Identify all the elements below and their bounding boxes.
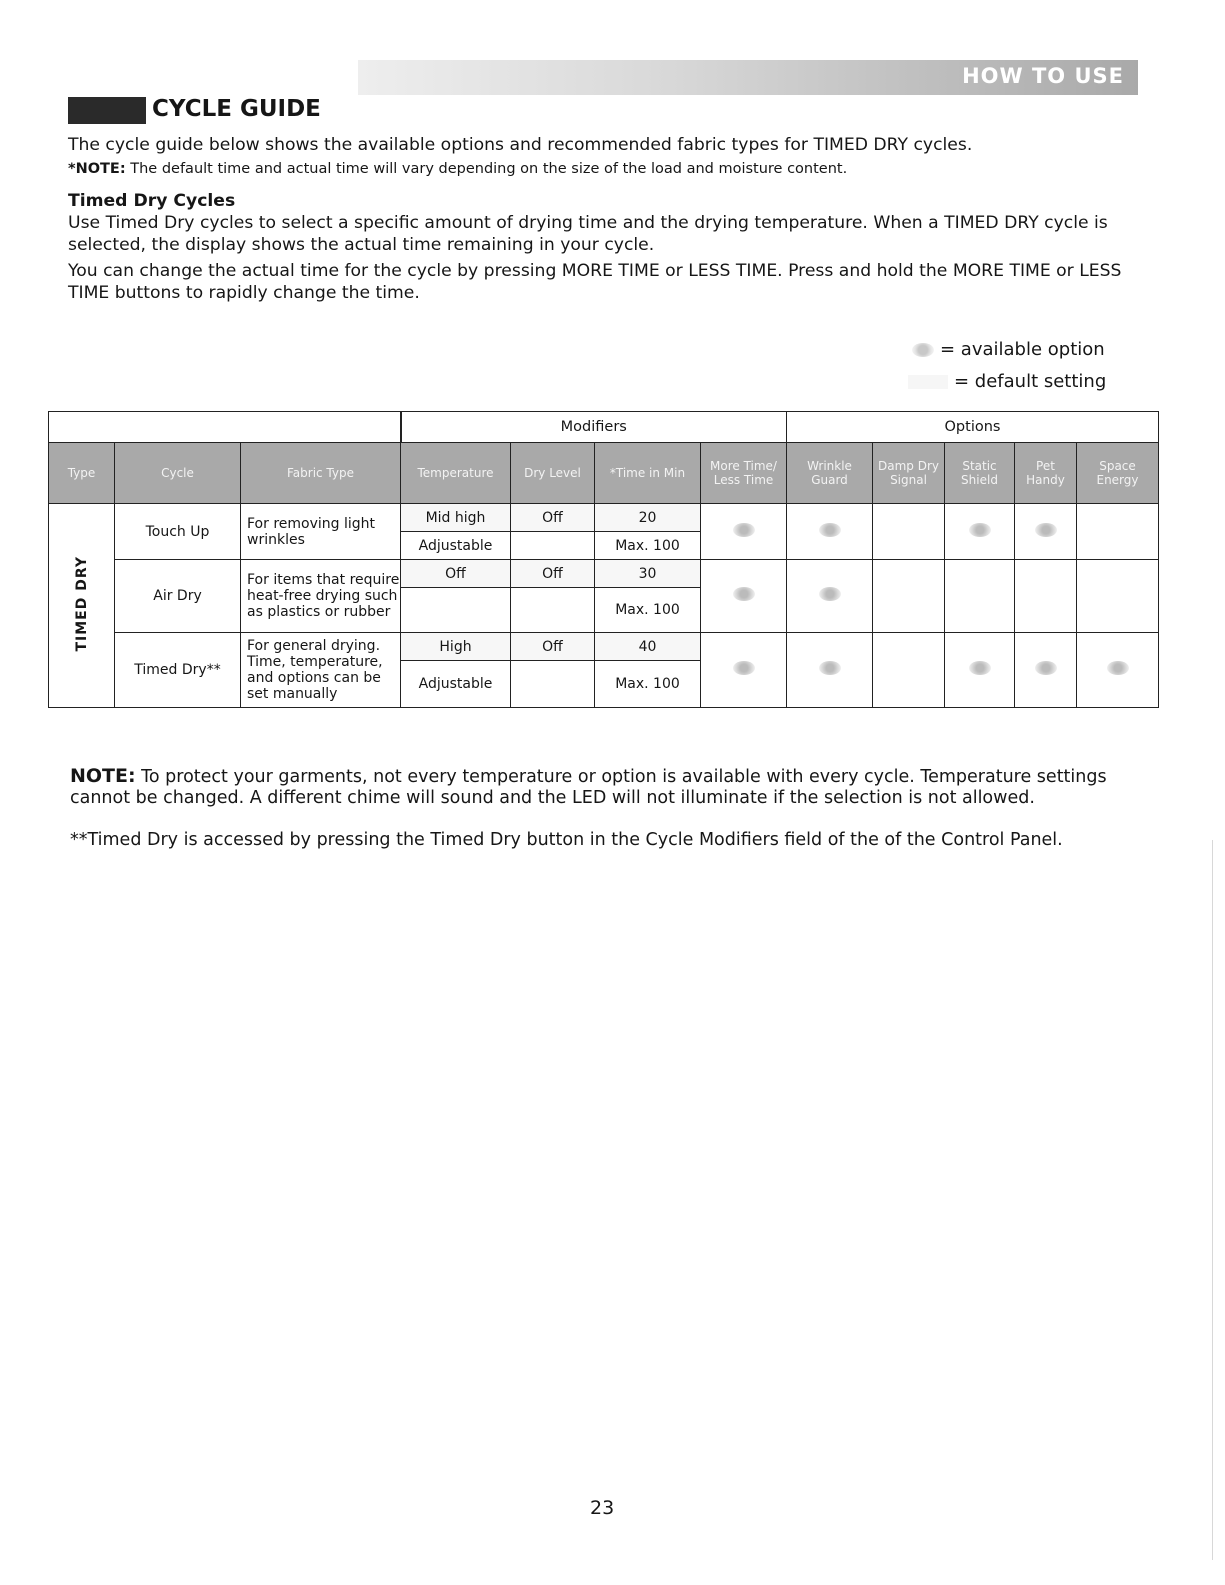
intro-paragraph-1: Use Timed Dry cycles to select a specific amount of drying time and the drying temperature. When a TIMED DRY cycle is selected, the display shows the actual time remaining in your cycle. (68, 213, 1108, 255)
time-range: Max. 100 (595, 588, 701, 633)
column-header-fabric: Fabric Type (241, 443, 401, 504)
temperature-range: Adjustable (401, 661, 511, 708)
dry-level-range (511, 532, 595, 560)
header-blank (49, 412, 401, 443)
wrinkle-guard-cell (787, 633, 873, 708)
cycle-name: Timed Dry** (115, 633, 241, 708)
space-energy-cell (1077, 560, 1159, 633)
column-header-dry-level: Dry Level (511, 443, 595, 504)
scan-edge-line (1212, 840, 1213, 1560)
damp-dry-signal-cell (873, 633, 945, 708)
available-dot-icon (819, 587, 841, 601)
time-default: 40 (595, 633, 701, 661)
available-dot-icon (819, 661, 841, 675)
intro-note-text: The default time and actual time will vary depending on the size of the load and moisture content. (130, 161, 848, 177)
temperature-range: Adjustable (401, 532, 511, 560)
fabric-type: For removing light wrinkles (241, 504, 401, 560)
legend-available (912, 339, 1105, 360)
intro-note-label: *NOTE: (68, 161, 126, 177)
type-label: TIMED DRY (73, 555, 90, 652)
note-text: To protect your garments, not every temperature or option is available with every cycle. Temperature settings cannot be changed. A different chime will sound and the LED will not illuminate if the selection is not allowed. (70, 767, 1107, 808)
legend-default (908, 371, 1106, 392)
footnote: **Timed Dry is accessed by pressing the Timed Dry button in the Cycle Modifiers field of the of the Control Panel. (70, 830, 1063, 850)
cycle-guide-table (48, 411, 1159, 708)
type-cell (49, 504, 115, 708)
available-dot-icon (733, 661, 755, 675)
table-row (49, 504, 1159, 532)
table-row (49, 633, 1159, 661)
column-header-time: *Time in Min (595, 443, 701, 504)
default-shade-icon (908, 375, 948, 389)
dry-level-default: Off (511, 633, 595, 661)
legend-default-text: = default setting (954, 371, 1107, 392)
more-less-time-cell (701, 560, 787, 633)
wrinkle-guard-cell (787, 504, 873, 560)
available-dot-icon (912, 343, 934, 357)
section-marker (68, 97, 146, 124)
column-header-type: Type (49, 443, 115, 504)
available-dot-icon (1035, 661, 1057, 675)
intro-note (68, 158, 1148, 180)
static-shield-cell (945, 504, 1015, 560)
banner-label: HOW TO USE (962, 64, 1124, 88)
intro-paragraph-2: You can change the actual time for the cycle by pressing MORE TIME or LESS TIME. Press and hold the MORE TIME or LESS TIME buttons to rapidly change the time. (68, 261, 1122, 303)
static-shield-cell (945, 633, 1015, 708)
cycle-name: Touch Up (115, 504, 241, 560)
note-paragraph (70, 766, 1140, 809)
intro-line: The cycle guide below shows the available options and recommended fabric types for TIMED DRY cycles. (68, 135, 973, 155)
space-energy-cell (1077, 633, 1159, 708)
column-header-damp-dry-signal: Damp Dry Signal (873, 443, 945, 504)
available-dot-icon (1107, 661, 1129, 675)
cycle-name: Air Dry (115, 560, 241, 633)
pet-handy-cell (1015, 504, 1077, 560)
fabric-type: For items that require heat-free drying such as plastics or rubber (241, 560, 401, 633)
static-shield-cell (945, 560, 1015, 633)
column-header-more-less-time: More Time/ Less Time (701, 443, 787, 504)
time-range: Max. 100 (595, 532, 701, 560)
page-number: 23 (590, 1497, 615, 1519)
time-default: 30 (595, 560, 701, 588)
column-header-space-energy: Space Energy (1077, 443, 1159, 504)
fabric-type: For general drying. Time, temperature, and options can be set manually (241, 633, 401, 708)
column-header-static-shield: Static Shield (945, 443, 1015, 504)
available-dot-icon (733, 523, 755, 537)
temperature-default: Mid high (401, 504, 511, 532)
how-to-use-banner (358, 60, 1138, 95)
options-group-header: Options (787, 412, 1159, 443)
subheading: Timed Dry Cycles (68, 191, 236, 211)
available-dot-icon (1035, 523, 1057, 537)
column-header-wrinkle-guard: Wrinkle Guard (787, 443, 873, 504)
temperature-default: Off (401, 560, 511, 588)
more-less-time-cell (701, 504, 787, 560)
pet-handy-cell (1015, 633, 1077, 708)
dry-level-default: Off (511, 504, 595, 532)
damp-dry-signal-cell (873, 560, 945, 633)
more-less-time-cell (701, 633, 787, 708)
column-header-pet-handy: Pet Handy (1015, 443, 1077, 504)
temperature-default: High (401, 633, 511, 661)
dry-level-default: Off (511, 560, 595, 588)
available-dot-icon (733, 587, 755, 601)
damp-dry-signal-cell (873, 504, 945, 560)
time-default: 20 (595, 504, 701, 532)
dry-level-range (511, 661, 595, 708)
dry-level-range (511, 588, 595, 633)
wrinkle-guard-cell (787, 560, 873, 633)
pet-handy-cell (1015, 560, 1077, 633)
column-header-temperature: Temperature (401, 443, 511, 504)
legend-available-text: = available option (940, 339, 1105, 360)
note-label: NOTE: (70, 765, 136, 787)
section-title: CYCLE GUIDE (152, 96, 321, 122)
temperature-range (401, 588, 511, 633)
modifiers-group-header: Modifiers (401, 412, 787, 443)
available-dot-icon (969, 523, 991, 537)
time-range: Max. 100 (595, 661, 701, 708)
available-dot-icon (969, 661, 991, 675)
column-header-cycle: Cycle (115, 443, 241, 504)
available-dot-icon (819, 523, 841, 537)
table-row (49, 560, 1159, 588)
space-energy-cell (1077, 504, 1159, 560)
